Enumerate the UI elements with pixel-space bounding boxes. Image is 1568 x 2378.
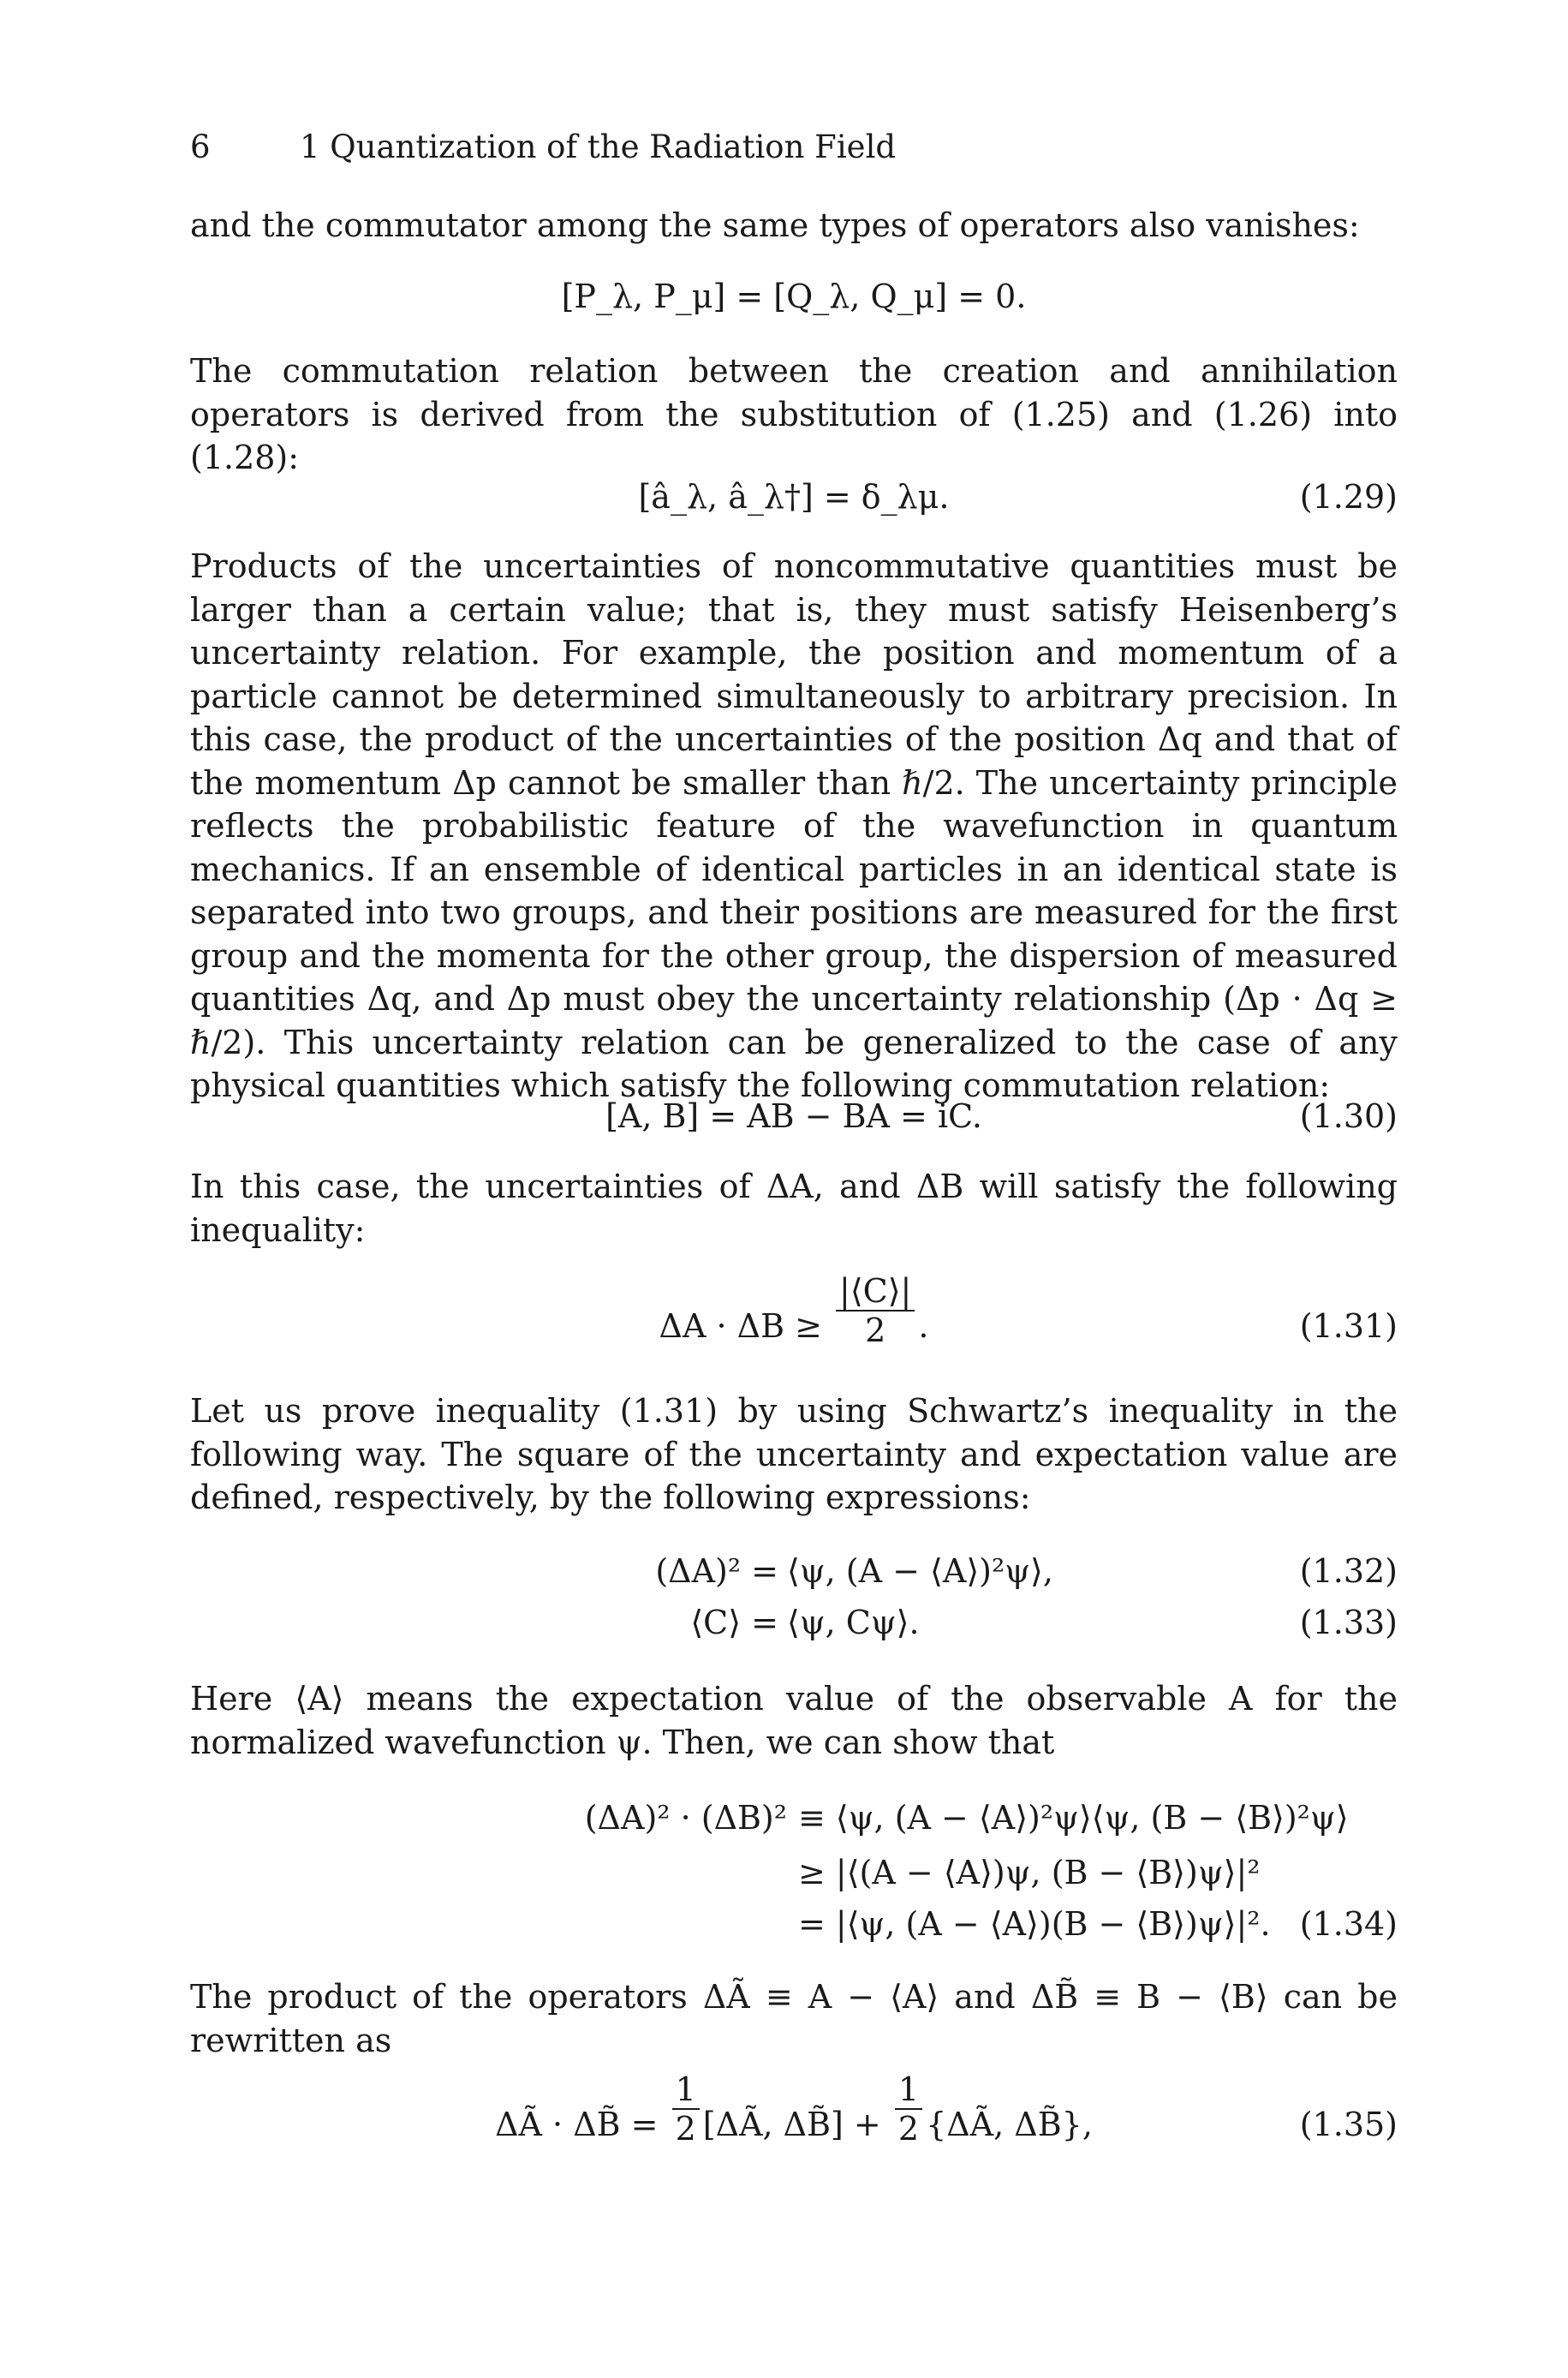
fraction-numerator: 1 [672, 2070, 700, 2110]
equation-lhs: ΔÃ · ΔB̃ = [495, 2106, 659, 2143]
equation-body [190, 2070, 1398, 2148]
equation-number: (1.34) [1299, 1905, 1398, 1943]
equation-term: [ΔÃ, ΔB̃] + [702, 2106, 881, 2143]
equation-1-34-line1 [190, 1794, 1398, 1842]
paragraph-uncertainty: Products of the uncertainties of noncommutative quantities must be larger than a certain value; that is, they must satisfy Heisenberg’s uncertainty relation. For example, the position and momentum of a particle cannot be determined simultaneously to arbitrary precision. In this case, the product of the uncertainties of the position Δq and that of the momentum Δp cannot be smaller than ℏ/2. The uncertainty principle reflects the probabilistic feature of the wavefunction in quantum mechanics. If an ensemble of identical particles in an identical state is separated into two groups, and their positions are measured for the first group and the momenta for the other group, the dispersion of measured quantities Δq, and Δp must obey the uncertainty relationship (Δp · Δq ≥ ℏ/2). This uncertainty relation can be generalized to the case of any physical quantities which satisfy the following commutation relation: [190, 547, 1398, 1104]
equation-term: {ΔÃ, ΔB̃}, [926, 2106, 1093, 2143]
equation-1-34-line3 [190, 1900, 1398, 1948]
equation-rhs: ⟨ψ, Cψ⟩. [787, 1604, 920, 1641]
paragraph-expectation: Here ⟨A⟩ means the expectation value of the observable A for the normalized wavefunction ψ. Then, we can show that [190, 1680, 1398, 1761]
equation-1-33 [190, 1598, 1398, 1646]
equation-rhs: ⟨ψ, (A − ⟨A⟩)²ψ⟩, [787, 1552, 1053, 1590]
equation-body [190, 1271, 1398, 1350]
equation-1-30 [190, 1092, 1398, 1140]
equation-number: (1.30) [1299, 1097, 1398, 1135]
paragraph-creation-annihilation: The commutation relation between the creation and annihilation operators is derived from the substitution of (1.25) and (1.26) into (1.28): [190, 352, 1398, 476]
fraction-denominator: 2 [897, 2109, 920, 2148]
equation-body: [P_λ, P_μ] = [Q_λ, Q_μ] = 0. [561, 278, 1027, 315]
equation-1-29 [190, 473, 1398, 521]
equation-rhs: = |⟨ψ, (A − ⟨A⟩)(B − ⟨B⟩)ψ⟩|². [798, 1905, 1271, 1943]
equation-1-32 [190, 1547, 1398, 1595]
equation-lhs: ΔA · ΔB ≥ [659, 1307, 822, 1345]
paragraph-inequality-intro: In this case, the uncertainties of ΔA, and ΔB will satisfy the following inequality: [190, 1168, 1398, 1249]
fraction [895, 2070, 922, 2148]
running-header [190, 128, 896, 166]
equation-lhs: (ΔA)² · (ΔB)² [584, 1799, 787, 1837]
fraction-denominator: 2 [865, 1311, 886, 1349]
fraction-denominator: 2 [675, 2109, 696, 2148]
equation-lhs: ⟨C⟩ = [690, 1604, 778, 1641]
paragraph-commutator-intro: and the commutator among the same types of operators also vanishes: [190, 206, 1360, 244]
equation-1-34-line2 [190, 1849, 1398, 1897]
equation-number: (1.32) [1299, 1552, 1398, 1590]
equation-body: [A, B] = AB − BA = iC. [605, 1097, 982, 1135]
equation-number: (1.33) [1299, 1604, 1398, 1641]
fraction [836, 1272, 915, 1349]
equation-pq-commutator [190, 272, 1398, 320]
equation-end: . [918, 1307, 929, 1345]
equation-body: [â_λ, â_λ†] = δ_λμ. [638, 478, 950, 516]
equation-number: (1.29) [1299, 478, 1398, 516]
paragraph-schwartz: Let us prove inequality (1.31) by using Schwartz’s inequality in the following way. The square of the uncertainty and expectation value are defined, respectively, by the following expressions: [190, 1392, 1398, 1516]
fraction-numerator: |⟨C⟩| [836, 1272, 915, 1311]
equation-1-35 [190, 2070, 1398, 2148]
equation-lhs: (ΔA)² = [655, 1552, 778, 1590]
equation-number: (1.35) [1299, 2106, 1398, 2143]
equation-rhs: ≡ ⟨ψ, (A − ⟨A⟩)²ψ⟩⟨ψ, (B − ⟨B⟩)²ψ⟩ [798, 1799, 1349, 1837]
paragraph-operator-product: The product of the operators ΔÃ ≡ A − ⟨A⟩ and ΔB̃ ≡ B − ⟨B⟩ can be rewritten as [190, 1978, 1398, 2059]
equation-rhs: ≥ |⟨(A − ⟨A⟩)ψ, (B − ⟨B⟩)ψ⟩|² [798, 1854, 1261, 1891]
page-number: 6 [190, 128, 211, 165]
fraction-numerator: 1 [895, 2070, 922, 2110]
fraction [672, 2070, 700, 2148]
equation-1-31 [190, 1271, 1398, 1350]
equation-number: (1.31) [1299, 1307, 1398, 1345]
running-title: 1 Quantization of the Radiation Field [300, 128, 897, 165]
